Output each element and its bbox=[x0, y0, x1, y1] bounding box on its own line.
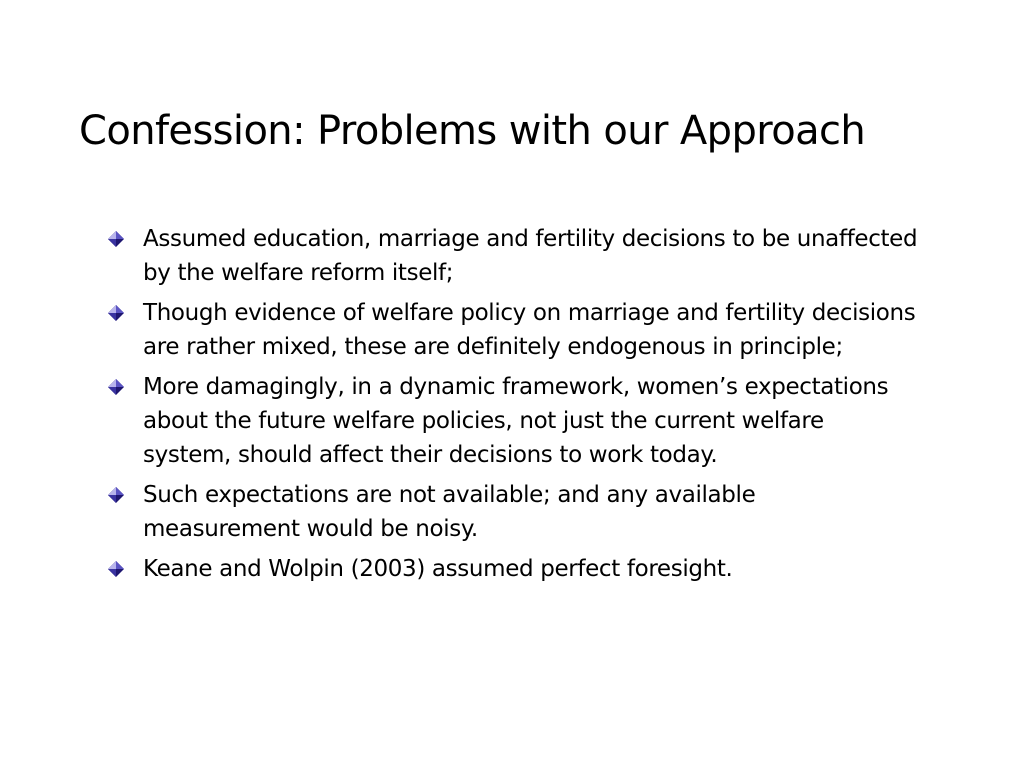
list-item bbox=[108, 478, 918, 546]
list-item bbox=[108, 296, 918, 364]
diamond-bullet-icon bbox=[108, 231, 124, 247]
bullet-text: Such expectations are not available; and any available measurement would be noisy. bbox=[143, 482, 756, 542]
list-item bbox=[108, 222, 918, 290]
slide-title: Confession: Problems with our Approach bbox=[79, 108, 866, 154]
diamond-bullet-icon bbox=[108, 305, 124, 321]
list-item bbox=[108, 370, 918, 472]
diamond-bullet-icon bbox=[108, 487, 124, 503]
bullet-list bbox=[108, 222, 918, 592]
bullet-text: Assumed education, marriage and fertility decisions to be unaffected by the welfare reform itself; bbox=[143, 226, 918, 286]
diamond-bullet-icon bbox=[108, 561, 124, 577]
diamond-bullet-icon bbox=[108, 379, 124, 395]
list-item bbox=[108, 552, 918, 586]
bullet-text: More damagingly, in a dynamic framework, women’s expectations about the future welfare policies, not just the current welfare system, should affect their decisions to work today. bbox=[143, 374, 889, 468]
bullet-text: Keane and Wolpin (2003) assumed perfect foresight. bbox=[143, 556, 733, 582]
bullet-text: Though evidence of welfare policy on marriage and fertility decisions are rather mixed, these are definitely endogenous in principle; bbox=[143, 300, 916, 360]
